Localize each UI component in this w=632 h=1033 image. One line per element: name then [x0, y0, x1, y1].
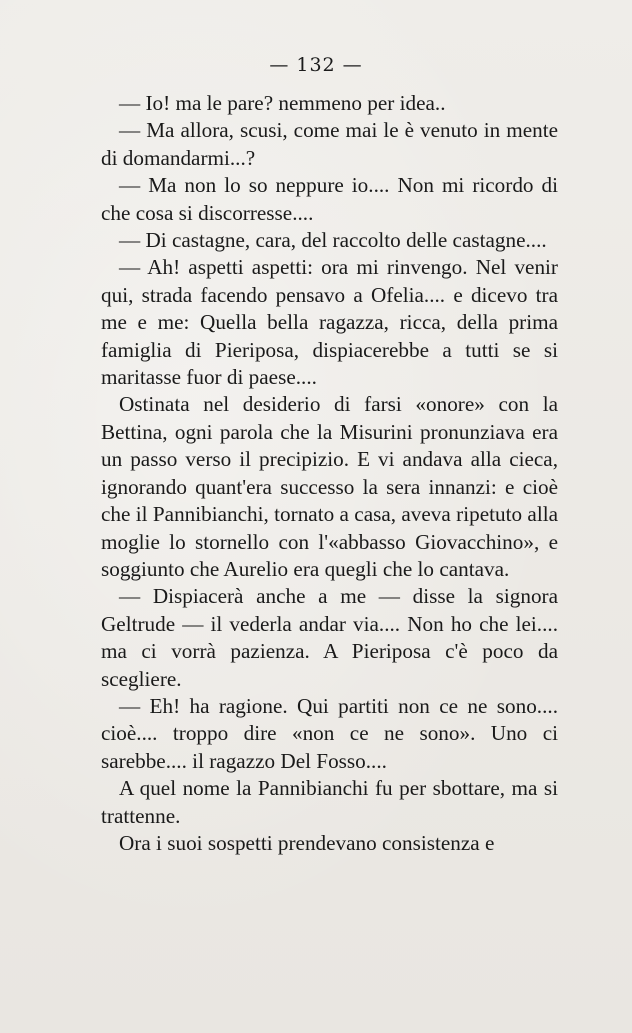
paragraph: — Dispiacerà anche a me — disse la signora Geltrude — il vederla andar via.... Non ho che lei.... ma ci vorrà pazienza. A Pieriposa c'è poco da scegliere. — [101, 584, 558, 691]
paragraph: — Ah! aspetti aspetti: ora mi rinvengo. Nel venir qui, strada facendo pensavo a Ofelia.... e dicevo tra me e me: Quella bella ragazza, ricca, della prima famiglia di Pieriposa, dispiacerebbe a tutti se si maritasse fuor di paese.... — [101, 255, 558, 390]
paragraph: — Ma allora, scusi, come mai le è venuto in mente di domandarmi...? — [101, 118, 558, 170]
paragraph: — Io! ma le pare? nemmeno per idea.. — [119, 91, 446, 115]
paragraph: — Eh! ha ragione. Qui partiti non ce ne sono.... cioè.... troppo dire «non ce ne sono». Uno ci sarebbe.... il ragazzo Del Fosso.... — [101, 693, 558, 773]
paragraph: — Di castagne, cara, del raccolto delle castagne.... — [119, 228, 547, 253]
paragraph: A quel nome la Pannibianchi fu per sbottare, ma si trattenne. — [101, 776, 558, 828]
paragraph: Ostinata nel desiderio di farsi «onore» con la Bettina, ogni parola che la Misurini pronunziava era un passo verso il precipizio. E vi andava alla cieca, ignorando quant'era successo la sera innanzi: e cioè che il Pannibianchi, tornato a casa, aveva ripetuto alla moglie lo stornello con l'«abbasso Giovacchino», e soggiunto che Aurelio era quegli che lo cantava. — [101, 392, 558, 581]
paragraph: — Ma non lo so neppure io.... Non mi ricordo di che cosa si discorresse.... — [101, 173, 558, 225]
page-number: — 132 — — [269, 54, 363, 76]
paragraph: Ora i suoi sospetti prendevano consistenza e — [119, 830, 495, 855]
body-text — [101, 90, 558, 857]
